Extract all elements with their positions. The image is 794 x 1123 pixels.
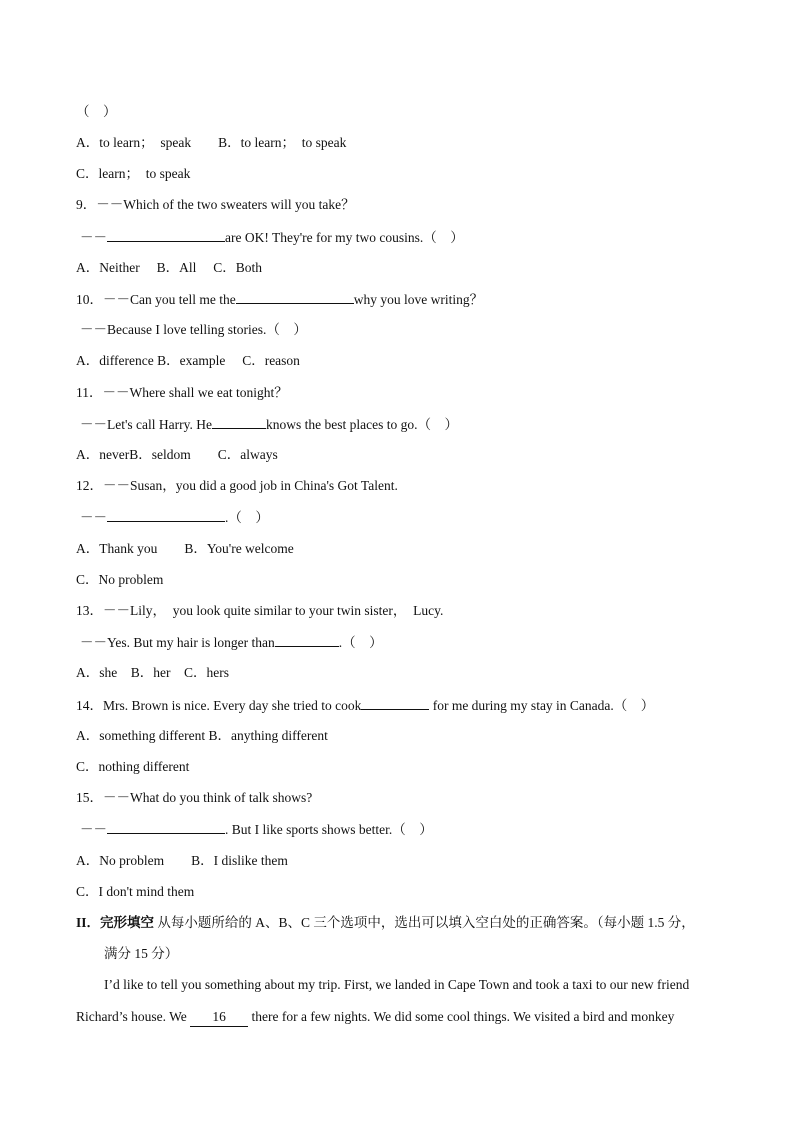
q12-options-c: C．No problem [76,572,164,587]
passage-line-2-suffix: there for a few nights. We did some cool things. We visited a bird and monkey [248,1009,675,1024]
q10-blank [236,290,354,304]
q15-question: 15．－－What do you think of talk shows? [76,790,313,805]
q13-answer-suffix: .（ ） [338,635,383,650]
q15-blank [107,820,225,834]
q9-answer-prefix: －－ [80,230,107,245]
q13-question: 13．－－Lily， you look quite similar to your twin sister， Lucy. [76,603,444,618]
q14-question-line [76,696,654,715]
q14-question-suffix: for me during my stay in Canada.（ ） [429,698,655,713]
q9-answer-line [80,228,464,247]
q14-blank [361,696,429,710]
q12-question: 12．－－Susan，you did a good job in China's Got Talent. [76,478,398,493]
q10-question-line [76,290,483,309]
q9-options: A．Neither B．All C．Both [76,260,262,275]
q12-blank [107,508,225,522]
q9-question: 9．－－Which of the two sweaters will you take？ [76,197,355,212]
q11-answer-suffix: knows the best places to go.（ ） [266,417,458,432]
section-instruction-cont: 满分 15 分） [104,946,179,961]
q15-answer-prefix: －－ [80,822,107,837]
q14-question-prefix: 14．Mrs. Brown is nice. Every day she tried to cook [76,698,362,713]
q13-options: A．she B．her C．hers [76,665,229,680]
q15-options-ab: A．No problem B．I dislike them [76,853,288,868]
q13-blank [275,633,339,647]
section-number: II． [76,915,101,930]
q12-answer-prefix: －－ [80,510,107,525]
q8-paren: （ ） [76,104,117,119]
q12-answer-line [80,508,269,527]
q10-question-suffix: why you love writing？ [353,292,484,307]
q12-answer-suffix: .（ ） [225,510,269,525]
q9-blank [107,228,225,242]
q10-options: A．difference B．example C．reason [76,353,300,368]
q11-answer-prefix: －－Let's call Harry. He [80,417,213,432]
q10-answer: －－Because I love telling stories.（ ） [80,322,307,337]
q11-blank [212,415,266,429]
q15-answer-line [80,820,433,839]
section-title: 完形填空 [100,915,155,930]
q15-answer-suffix: . But I like sports shows better.（ ） [225,822,433,837]
section-instruction: 从每小题所给的 A、B、C 三个选项中，选出可以填入空白处的正确答案。（每小题 1.5 分， [154,915,695,930]
q11-options: A．neverB．seldom C．always [76,447,278,462]
q12-options-ab: A．Thank you B．You're welcome [76,541,294,556]
section-heading [76,914,695,932]
q14-options-ab: A．something different B．anything different [76,728,328,743]
q14-options-c: C．nothing different [76,759,190,774]
passage-line-1: I’d like to tell you something about my trip. First, we landed in Cape Town and took a taxi to our new friend [104,977,690,992]
q13-answer-prefix: －－Yes. But my hair is longer than [80,635,275,650]
q11-answer-line [80,415,458,434]
q11-question: 11．－－Where shall we eat tonight？ [76,385,288,400]
q8-options-c: C．learn； to speak [76,166,191,181]
passage-line-2-prefix: Richard’s house. We [76,1009,191,1024]
q13-answer-line [80,633,383,652]
q9-answer-suffix: are OK! They're for my two cousins.（ ） [225,230,464,245]
q10-question-prefix: 10．－－Can you tell me the [76,292,236,307]
blank-16: 16 [190,1008,248,1027]
passage-line-2 [76,1008,718,1027]
q8-options-ab: A．to learn； speak B．to learn； to speak [76,135,347,150]
q15-options-c: C．I don't mind them [76,884,195,899]
